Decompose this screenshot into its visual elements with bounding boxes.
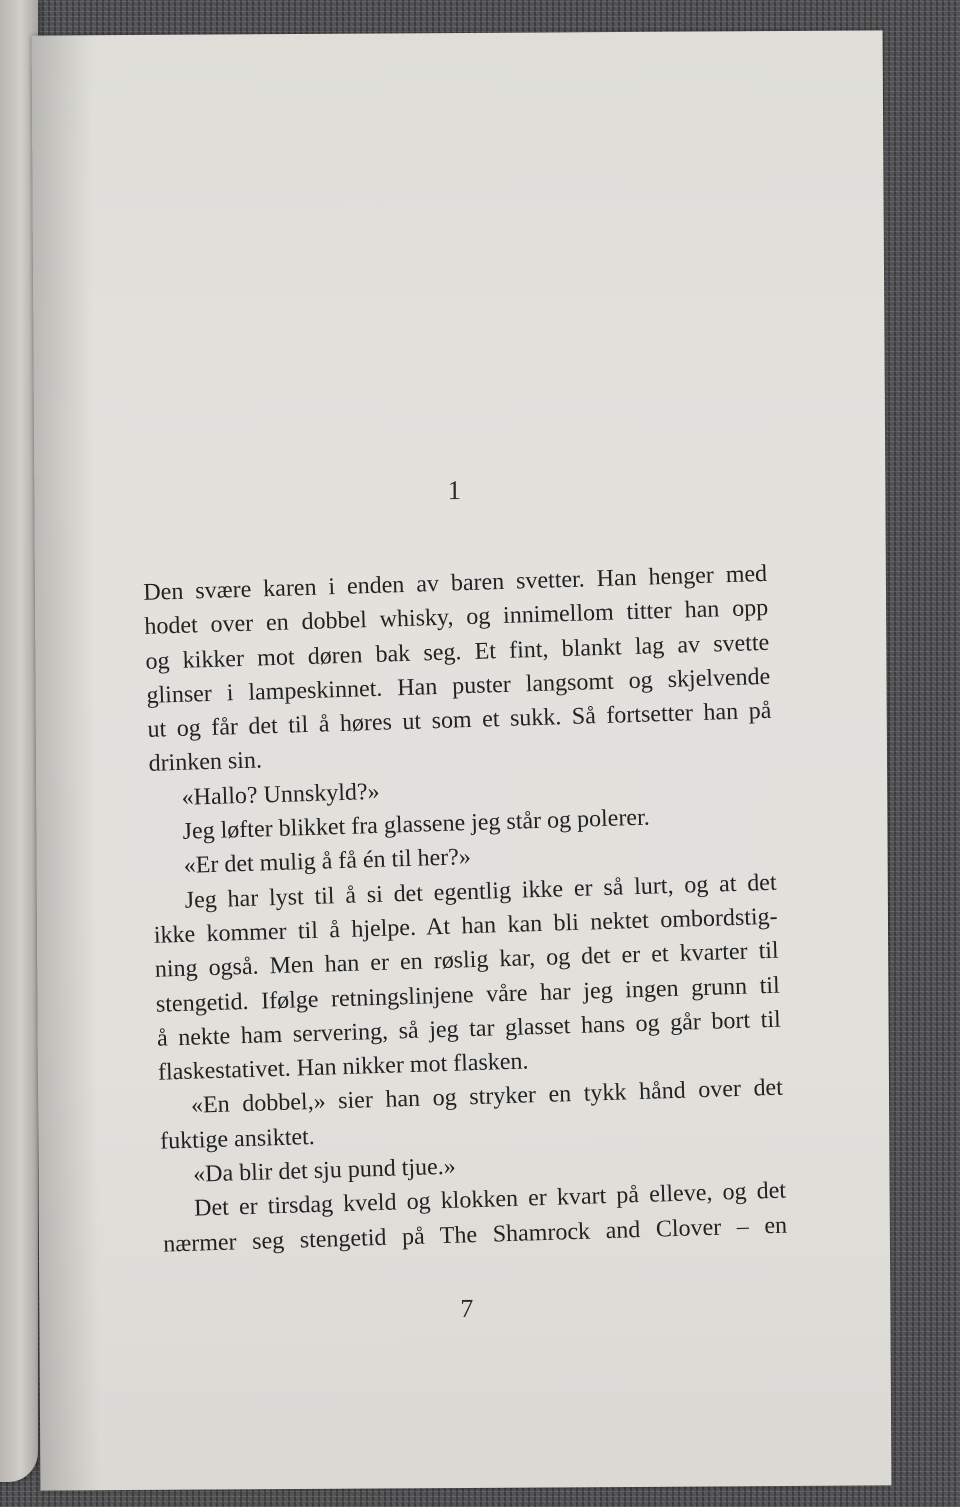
text-line: hodet over en dobbel whisky, og innimellom titter han opp [144, 595, 769, 641]
text-line: Det er tirsdag kveld og klokken er kvart på elleve, og det [193, 1177, 787, 1223]
book-page [32, 30, 892, 1490]
text-line: «Er det mulig å få én til her?» [183, 844, 472, 880]
text-line: Jeg løfter blikket fra glassene jeg står og polerer. [182, 804, 651, 845]
chapter-number: 1 [447, 474, 462, 506]
text-line: ikke kommer til å hjelpe. At han kan bli nektet ombordstig- [153, 903, 778, 949]
page-number: 7 [460, 1293, 474, 1324]
text-line: stengetid. Ifølge retningslinjene våre har jeg ingen grunn til [155, 972, 781, 1018]
text-line: drinken sin. [148, 747, 263, 778]
body-text [143, 557, 788, 1262]
text-line: glinser i lampeskinnet. Han puster langsomt og skjelvende [146, 663, 771, 709]
text-line: ning også. Men han er en røslig kar, og det er et kvarter til [154, 937, 780, 984]
text-line: nærmer seg stengetid på The Shamrock and Clover – en [162, 1212, 788, 1258]
text-line: Jeg har lyst til å si det egentlig ikke er så lurt, og at det [184, 869, 777, 914]
text-line: «Da blir det sju pund tjue.» [192, 1153, 457, 1188]
text-line: «Hallo? Unnskyld?» [181, 778, 380, 811]
text-line: å nekte ham servering, så jeg tar glasset hans og går bort til [156, 1006, 782, 1052]
page-gutter-shadow [32, 35, 101, 1490]
text-line: fuktige ansiktet. [159, 1123, 316, 1155]
text-line: «En dobbel,» sier han og stryker en tykk hånd over det [190, 1075, 784, 1120]
text-line: ut og får det til å høres ut som et sukk. Så fortsetter han på [147, 698, 772, 744]
text-line: flaskestativet. Han nikker mot flasken. [157, 1048, 529, 1086]
text-line: og kikker mot døren bak seg. Et fint, blankt lag av svette [145, 629, 770, 675]
text-line: Den svære karen i enden av baren svetter. Han henger med [142, 560, 768, 606]
